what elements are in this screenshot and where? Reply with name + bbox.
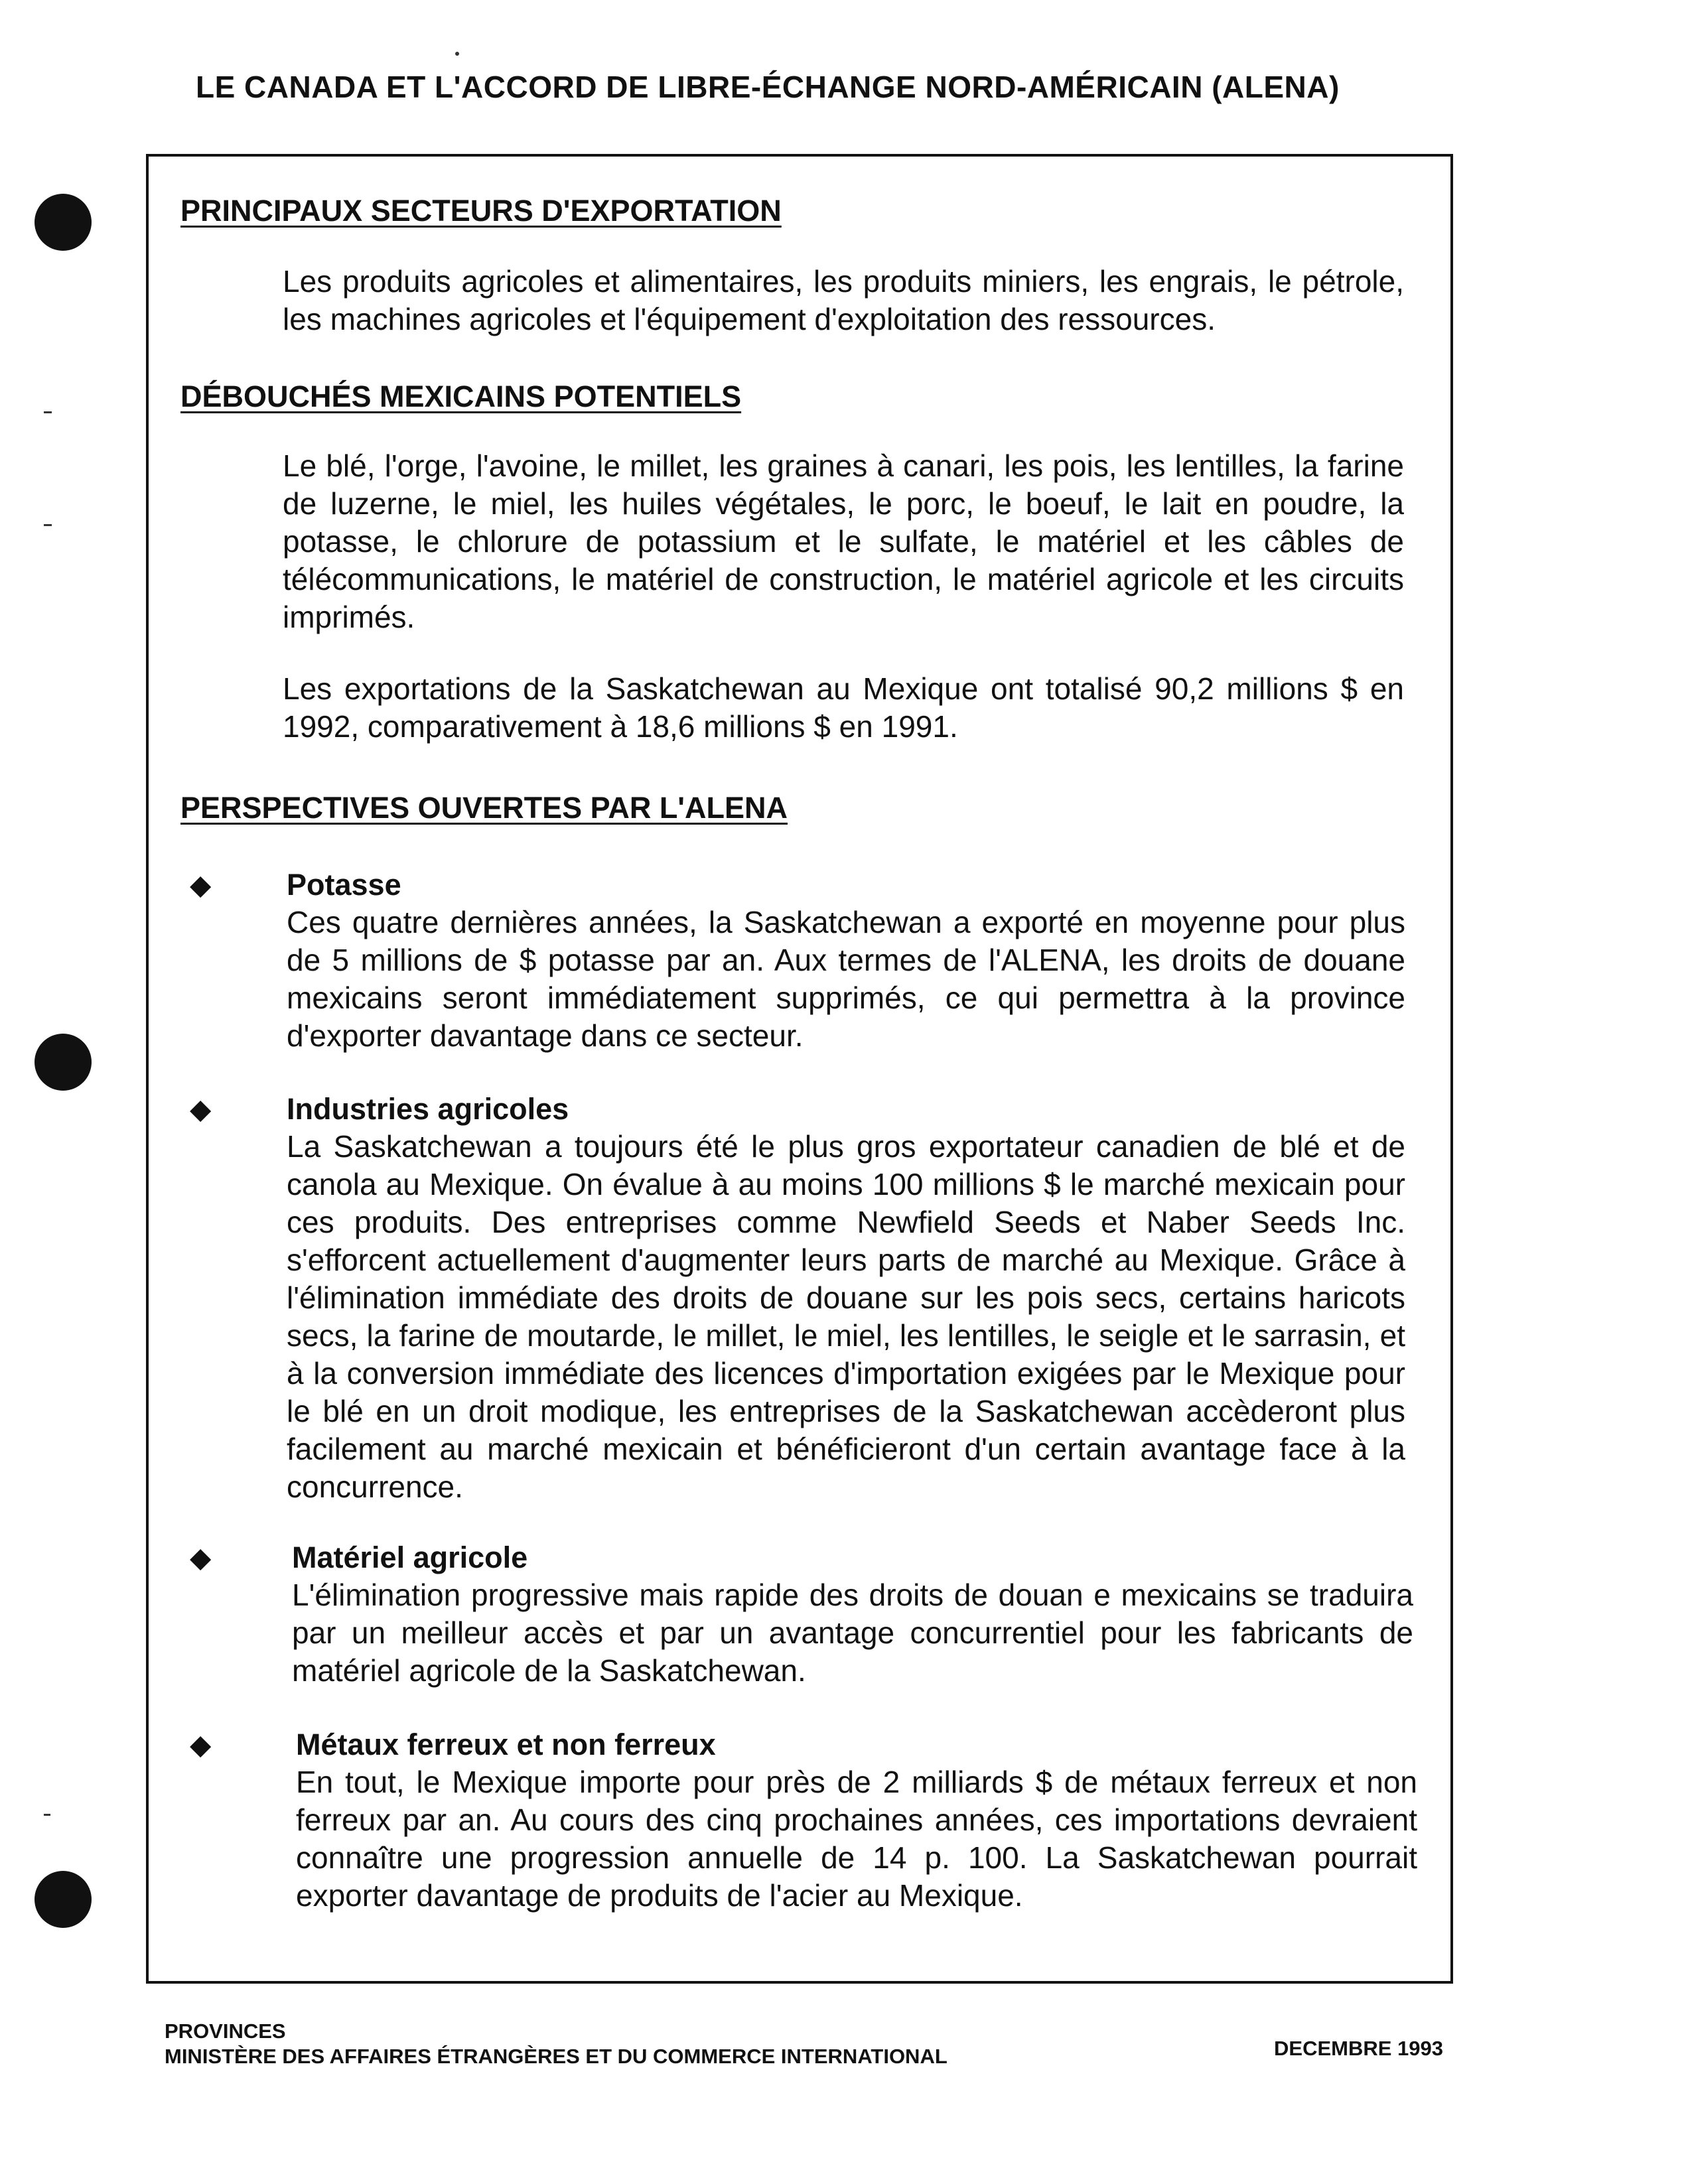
punch-hole-top: [35, 194, 92, 251]
content-frame: [146, 154, 1453, 1984]
outlook-item-title-potash: Potasse: [287, 868, 401, 902]
footer-organization: [165, 2019, 948, 2069]
scan-speck: [44, 524, 52, 526]
outlook-item-title-agri-equipment: Matériel agricole: [292, 1540, 528, 1574]
punch-hole-middle: [35, 1034, 92, 1091]
footer-line-ministry: MINISTÈRE DES AFFAIRES ÉTRANGÈRES ET DU COMMERCE INTERNATIONAL: [165, 2045, 948, 2068]
outlook-item-text-agri-industries: La Saskatchewan a toujours été le plus gros exportateur canadien de blé et de canola au Mexique. On évalue à au moins 100 millions $ le marché mexicain pour ces produits. Des entreprises comme Newfield Seeds et Naber Seeds Inc. s'efforcent actuellement d'augmenter leurs parts de marché au Mexique. Grâce à l'élimination immédiate des droits de douane sur les pois secs, certains haricots secs, la farine de moutarde, le millet, le miel, les lentilles, le seigle et le sarrasin, et à la conversion immédiate des licences d'importation exigées par le Mexique pour le blé en un droit modique, les entreprises de la Saskatchewan accèderont plus facilement au marché mexicain et bénéficieront d'un certain avantage face à la concurrence.: [287, 1129, 1405, 1504]
outlook-item-text-metals: En tout, le Mexique importe pour près de 2 milliards $ de métaux ferreux et non ferreux par an. Au cours des cinq prochaines années, ces importations devraient connaître une progression annuelle de 14 p. 100. La Saskatchewan pourrait exporter davantage de produits de l'acier au Mexique.: [296, 1765, 1417, 1913]
outlook-item-title-agri-industries: Industries agricoles: [287, 1092, 569, 1126]
outlook-item-text-potash: Ces quatre dernières années, la Saskatchewan a exporté en moyenne pour plus de 5 millions de $ potasse par an. Aux termes de l'ALENA, les droits de douane mexicains seront immédiatement supprimés, ce qui permettra à la province d'exporter davantage dans ce secteur.: [287, 905, 1405, 1053]
page-title: LE CANADA ET L'ACCORD DE LIBRE-ÉCHANGE NORD-AMÉRICAIN (ALENA): [196, 70, 1340, 104]
section-heading-outlook: PERSPECTIVES OUVERTES PAR L'ALENA: [180, 791, 788, 825]
scan-speck: [455, 52, 459, 56]
punch-hole-bottom: [35, 1871, 92, 1928]
diamond-bullet-icon: ◆: [190, 869, 212, 900]
outlook-item-text-agri-equipment: L'élimination progressive mais rapide des droits de douan e mexicains se traduira par un meilleur accès et par un avantage concurrentiel pour les fabricants de matériel agricole de la Saskatchewan.: [292, 1578, 1413, 1688]
exports-totals-paragraph: Les exportations de la Saskatchewan au Mexique ont totalisé 90,2 millions $ en 1992, comparativement à 18,6 millions $ en 1991.: [283, 671, 1404, 744]
section-heading-exports: PRINCIPAUX SECTEURS D'EXPORTATION: [180, 194, 782, 228]
footer-date: DECEMBRE 1993: [1274, 2037, 1443, 2060]
outlook-item-title-metals: Métaux ferreux et non ferreux: [296, 1728, 716, 1761]
exports-paragraph: Les produits agricoles et alimentaires, les produits miniers, les engrais, le pétrole, les machines agricoles et l'équipement d'exploitation des ressources.: [283, 264, 1404, 336]
diamond-bullet-icon: ◆: [190, 1542, 212, 1573]
footer-line-provinces: PROVINCES: [165, 2019, 286, 2043]
diamond-bullet-icon: ◆: [190, 1093, 212, 1125]
scan-speck: [44, 1814, 50, 1816]
diamond-bullet-icon: ◆: [190, 1729, 212, 1760]
scan-speck: [44, 411, 52, 413]
opportunities-paragraph: Le blé, l'orge, l'avoine, le millet, les graines à canari, les pois, les lentilles, la farine de luzerne, le miel, les huiles végétales, le porc, le boeuf, le lait en poudre, la potasse, le chlorure de potassium et le sulfate, le matériel et les câbles de télécommunications, le matériel de construction, le matériel agricole et les circuits imprimés.: [283, 448, 1404, 634]
section-heading-opportunities: DÉBOUCHÉS MEXICAINS POTENTIELS: [180, 379, 742, 413]
